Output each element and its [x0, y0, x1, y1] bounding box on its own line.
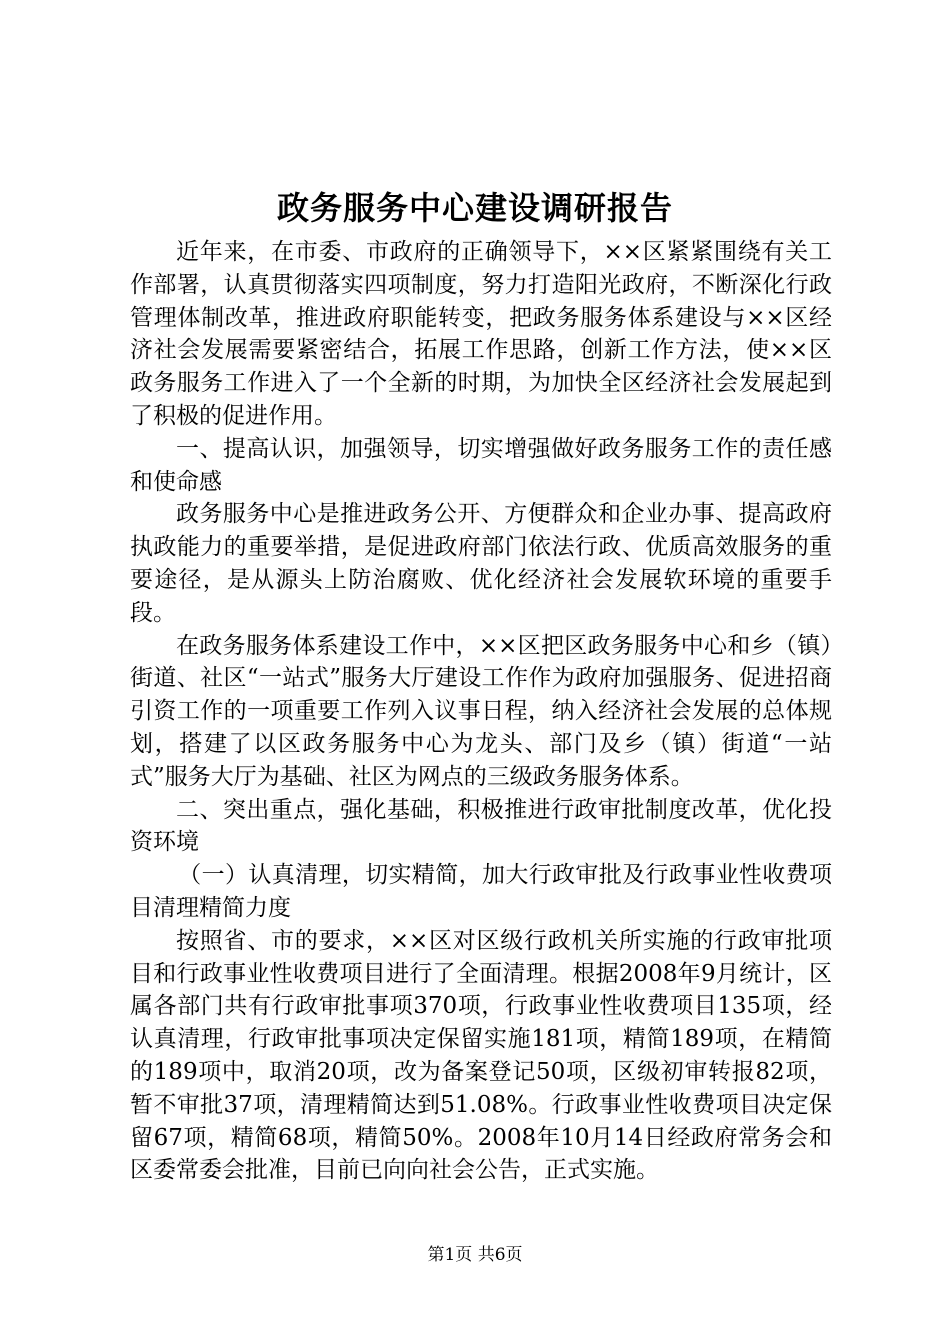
- section-heading-1: 一、提高认识，加强领导，切实增强做好政务服务工作的责任感和使命感: [130, 435, 832, 495]
- page-number-footer: 第1页 共6页: [427, 1245, 523, 1265]
- document-body: [130, 236, 832, 1187]
- paragraph-service-system: 在政务服务体系建设工作中，××区把区政务服务中心和乡（镇）街道、社区“一站式”服务大厅建设工作作为政府加强服务、促进招商引资工作的一项重要工作列入议事日程，纳入经济社会发展的总体规划，搭建了以区政务服务中心为龙头、部门及乡（镇）街道“一站式”服务大厅为基础、社区为网点的三级政务服务体系。: [130, 632, 832, 790]
- paragraph-intro: 近年来，在市委、市政府的正确领导下，××区紧紧围绕有关工作部署，认真贯彻落实四项制度，努力打造阳光政府，不断深化行政管理体制改革，推进政府职能转变，把政务服务体系建设与××区经济社会发展需要紧密结合，拓展工作思路，创新工作方法，使××区政务服务工作进入了一个全新的时期，为加快全区经济社会发展起到了积极的促进作用。: [130, 239, 832, 429]
- document-title: 政务服务中心建设调研报告: [276, 189, 673, 227]
- section-heading-2: 二、突出重点，强化基础，积极推进行政审批制度改革，优化投资环境: [130, 796, 832, 856]
- paragraph-service-center: 政务服务中心是推进政务公开、方便群众和企业办事、提高政府执政能力的重要举措，是促进政府部门依法行政、优质高效服务的重要途径，是从源头上防治腐败、优化经济社会发展软环境的重要手段。: [130, 501, 832, 626]
- paragraph-cleanup-stats: 按照省、市的要求，××区对区级行政机关所实施的行政审批项目和行政事业性收费项目进行了全面清理。根据2008年9月统计，区属各部门共有行政审批事项370项，行政事业性收费项目135项，经认真清理，行政审批事项决定保留实施181项，精简189项，在精简的189项中，取消20项，改为备案登记50项，区级初审转报82项，暂不审批37项，清理精简达到51.08%。行政事业性收费项目决定保留67项，精简68项，精简50%。2008年10月14日经政府常务会和区委常委会批准，目前已向向社会公告，正式实施。: [130, 927, 832, 1184]
- subsection-heading-1: （一）认真清理，切实精简，加大行政审批及行政事业性收费项目清理精简力度: [130, 862, 832, 921]
